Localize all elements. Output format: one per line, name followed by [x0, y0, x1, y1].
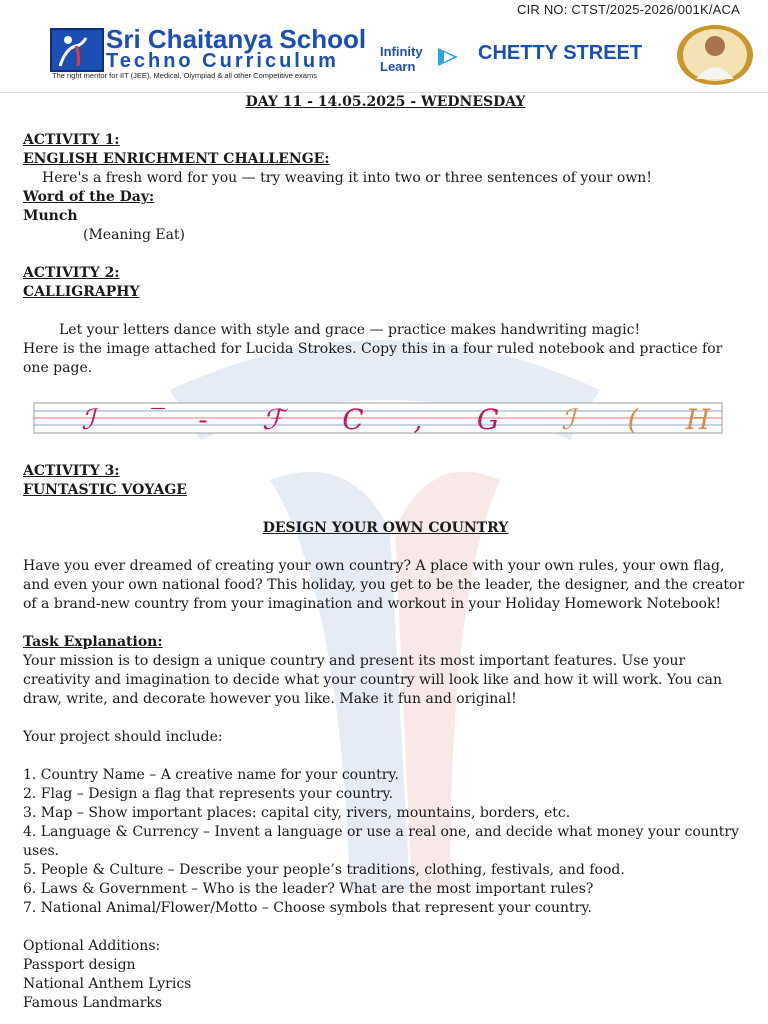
activity2-title: CALLIGRAPHY: [23, 284, 140, 300]
calligraphy-stroke: H: [685, 403, 711, 436]
school-name: Sri Chaitanya School: [106, 24, 367, 54]
list-item: 5. People & Culture – Describe your people’s traditions, clothing, festivals, and food.: [23, 862, 625, 878]
list-item: 6. Laws & Government – Who is the leader? What are the most important rules?: [23, 881, 594, 897]
partner-name-line1: Infinity: [380, 44, 423, 59]
calligraphy-stroke: C: [342, 403, 364, 436]
calligraphy-strokes-image: [18, 394, 748, 444]
founder-portrait: [676, 24, 754, 86]
word-of-day: Munch: [23, 208, 78, 224]
calligraphy-stroke: ℐ: [81, 403, 95, 436]
branch-name: CHETTY STREET: [478, 42, 643, 64]
project-items-list: [23, 766, 748, 918]
activity1-intro: Here's a fresh word for you — try weaving it into two or three sentences of your own!: [42, 170, 652, 186]
day-title: DAY 11 - 14.05.2025 - WEDNESDAY: [245, 94, 526, 110]
activity3-title: FUNTASTIC VOYAGE: [23, 482, 187, 498]
calligraphy-stroke: ‾: [151, 403, 165, 436]
calligraphy-stroke: ℐ: [561, 403, 575, 436]
page-header: [0, 0, 768, 93]
activity1-title: ENGLISH ENRICHMENT CHALLENGE:: [23, 151, 330, 167]
optional-item: National Anthem Lyrics: [23, 976, 192, 992]
list-item: 3. Map – Show important places: capital city, rivers, mountains, borders, etc.: [23, 805, 571, 821]
optional-item: Passport design: [23, 957, 136, 973]
calligraphy-stroke: -: [198, 403, 208, 436]
school-logo: [50, 28, 104, 72]
list-item: 1. Country Name – A creative name for your country.: [23, 767, 399, 783]
activity3-intro: Have you ever dreamed of creating your own country? A place with your own rules, your own flag, and even your own national food? This holiday, you get to be the leader, the designer, and the creator of a brand-new country from your imagination and workout in your Holiday Homework Notebook!: [23, 558, 745, 612]
word-of-day-label: Word of the Day:: [23, 189, 155, 205]
list-item: 2. Flag – Design a flag that represents your country.: [23, 786, 394, 802]
school-tagline: The right mentor for IIT (JEE), Medical, Olympiad & all other Competitive exams: [52, 71, 317, 80]
task-explanation-label: Task Explanation:: [23, 634, 163, 650]
activity2-heading: ACTIVITY 2:: [23, 265, 120, 281]
curriculum-name: Techno Curriculum: [106, 50, 339, 72]
calligraphy-stroke: ℱ: [261, 403, 285, 436]
calligraphy-stroke: ,: [413, 403, 423, 436]
activity2-line2: Here is the image attached for Lucida Strokes. Copy this in a four ruled notebook and practice for one page.: [23, 341, 723, 376]
optional-additions-label: Optional Additions:: [23, 938, 161, 954]
list-item: 7. National Animal/Flower/Motto – Choose symbols that represent your country.: [23, 900, 592, 916]
calligraphy-stroke: G: [476, 403, 500, 436]
worksheet-body: [23, 93, 748, 1013]
word-meaning: (Meaning Eat): [83, 227, 186, 243]
activity2-line1: Let your letters dance with style and grace — practice makes handwriting magic!: [59, 322, 641, 338]
activity3-subtitle: DESIGN YOUR OWN COUNTRY: [262, 520, 509, 536]
calligraphy-stroke: (: [627, 403, 639, 436]
infinity-learn-icon: [436, 42, 462, 72]
optional-item: Famous Landmarks: [23, 995, 163, 1011]
circular-number: CIR NO: CTST/2025-2026/001K/ACA: [517, 2, 740, 17]
include-label: Your project should include:: [23, 729, 223, 745]
task-explanation-text: Your mission is to design a unique country and present its most important features. Use your creativity and imagination to decide what your country will look like and how it will work. You can draw, write, and decorate however you like. Make it fun and original!: [23, 653, 722, 707]
partner-name-line2: Learn: [380, 59, 416, 74]
activity1-heading: ACTIVITY 1:: [23, 132, 120, 148]
list-item: 4. Language & Currency – Invent a language or use a real one, and decide what money your country uses.: [23, 824, 740, 859]
activity3-heading: ACTIVITY 3:: [23, 463, 120, 479]
